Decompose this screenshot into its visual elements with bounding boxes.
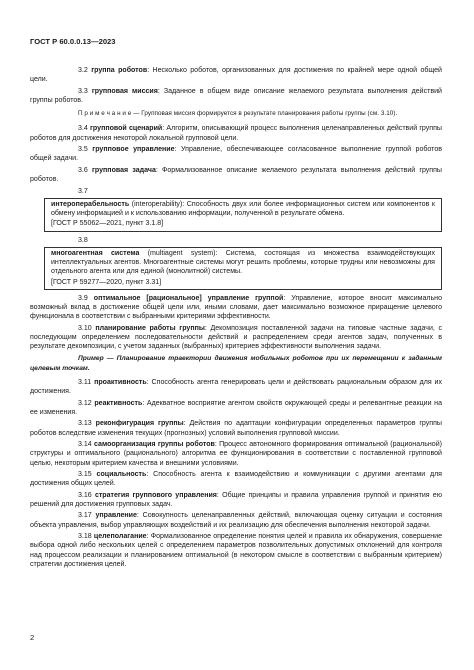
term-3-4	[30, 124, 442, 143]
term-3-5	[30, 145, 442, 164]
note: П р и м е ч а н и е — Групповая миссия формируется в результате планирования работы группы (см. 3.10).	[78, 110, 398, 118]
term-3-16	[30, 491, 442, 510]
term-name: реконфигурация группы	[95, 420, 184, 428]
term-name: групповой сценарий	[90, 125, 163, 133]
term-3-6	[30, 166, 442, 185]
term-definition: : Совокупность целенаправленных действий, включающая оценку ситуации и состояния объекта управления, выбор управляющих воздействий и их реализацию для обеспечения выполнения некоторой задачи.	[30, 512, 442, 529]
term-name: групповое управление	[92, 146, 175, 154]
term-number: 3.18	[78, 533, 92, 540]
term-name: целеполагание	[93, 533, 147, 540]
term-number: 3.3	[78, 87, 88, 95]
source-reference: [ГОСТ Р 59277—2020, пункт 3.31]	[51, 278, 162, 286]
term-3-13	[30, 419, 442, 438]
term-definition: : Процесс автономного формирования оптимальной (рациональной) структуры и оптимального (рационального) алгоритма ее функционирования в соответствии с поставленной групповой целью, некоторым критерием качества и внешними условиями.	[30, 441, 442, 467]
term-number: 3.9	[78, 294, 88, 302]
term-number: 3.16	[78, 491, 92, 499]
term-definition: : Способность агента к взаимодействию и коммуникации с другими агентами для достижения общих целей.	[30, 470, 442, 488]
term-number: 3.15	[78, 470, 92, 478]
term-3-18	[30, 532, 442, 569]
term-definition: : Общие принципы и правила управления группой и принятия ею решений для достижения групповых задач.	[30, 491, 442, 508]
term-number: 3.11	[78, 378, 92, 386]
term-number: 3.4	[78, 125, 88, 133]
term-number: 3.2	[78, 67, 88, 74]
term-definition: : Управление, обеспечивающее согласованное выполнение группой роботов общей задачи.	[30, 146, 442, 163]
term-name: социальность	[96, 470, 147, 478]
term-definition: : Способность агента генерировать цели и действовать рациональным образом для их достижения.	[30, 378, 442, 396]
term-name: управление	[95, 512, 137, 520]
term-name: интероперабельность	[51, 200, 130, 208]
term-number: 3.6	[78, 166, 88, 174]
term-definition: : Декомпозиция поставленной задачи на типовые частные задачи, с последующим определением последовательности действий и распределением среди агентов задач, полученных в результате декомпозиции, с учетом заданных (выбранных) критериев эффективности выполнения задачи.	[30, 324, 442, 351]
term-number-3-8: 3.8	[78, 236, 88, 244]
example-text: Пример — Планирование траектории движения мобильных роботов при их перемещении к заданным целевым точкам.	[30, 355, 442, 372]
term-number-3-7: 3.7	[78, 187, 88, 195]
term-number: 3.14	[78, 441, 92, 448]
term-3-11	[30, 378, 442, 397]
standard-header: ГОСТ Р 60.0.0.13—2023	[30, 37, 116, 46]
document-body	[30, 66, 442, 571]
term-number: 3.12	[78, 399, 92, 407]
term-3-17	[30, 511, 442, 530]
term-3-12	[30, 399, 442, 418]
term-definition: (interoperability): Способность двух или более информационных систем или компонентов к обмену информацией и к использованию информации, полученной в результате обмена.	[51, 200, 435, 217]
term-name: стратегия группового управления	[94, 491, 217, 499]
term-3-14	[30, 440, 442, 468]
term-number: 3.5	[78, 146, 88, 154]
term-definition: (multiagent system): Система, состоящая из множества взаимодействующих интеллектуальных агентов. Многоагентные системы могут решить проблемы, которые трудны или невозможны для отдельного агента или для единой (монолитной) системы.	[51, 249, 435, 276]
term-number: 3.10	[78, 324, 92, 332]
term-name: группа роботов	[91, 67, 148, 74]
page-number: 2	[30, 633, 35, 642]
source-reference: [ГОСТ Р 55062—2021, пункт 3.1.8]	[51, 220, 164, 228]
term-definition: : Формализованное описание желаемого результата выполнения действий группы роботов.	[30, 166, 442, 184]
term-definition: : Управление, которое вносит максимально возможный вклад в достижение общей цели или, иными словами, дает максимально возможное приращение целевого функционала в соответствии с выбранными критериями эффективности.	[30, 294, 442, 321]
term-3-3	[30, 87, 442, 106]
term-definition: : Заданное в общем виде описание желаемого результата выполнения действий группы роботов.	[30, 87, 442, 104]
term-number: 3.17	[78, 512, 92, 520]
term-name: проактивность	[94, 378, 147, 386]
term-definition: : Несколько роботов, организованных для достижения по крайней мере одной общей цели.	[30, 67, 442, 84]
example	[30, 354, 442, 373]
quoted-definition	[51, 249, 435, 277]
term-3-2	[30, 66, 442, 85]
term-name: групповая миссия	[91, 87, 158, 95]
term-definition: : Формализованное определение понятия целей и правила их обнаружения, совершение выбора одной либо нескольких целей с определением параметров позволительных допустимых отклонений для контроля над процессом реализации и планированием оптимальной (в некотором смысле в соответствии с выбранным критерием) стратегии достижения целей.	[30, 533, 443, 568]
term-name: реактивность	[94, 399, 143, 407]
term-3-10	[30, 324, 442, 352]
term-definition: : Действия по адаптации конфигурации определенных параметров группы роботов вследствие изменения текущих (прогнозных) условий выполнения групповой миссии.	[30, 420, 442, 437]
quoted-term-box	[44, 198, 442, 232]
term-name: групповая задача	[91, 166, 156, 174]
quoted-definition	[51, 200, 435, 219]
term-name: многоагентная система	[51, 249, 140, 257]
term-3-15	[30, 470, 442, 489]
term-definition: : Адекватное восприятие агентом свойств окружающей среды и релевантные реакции на ее изменения.	[30, 399, 442, 416]
term-number: 3.13	[78, 420, 92, 428]
term-name: оптимальное [рациональное] управление группой	[93, 294, 284, 302]
term-name: планирование работы группы	[95, 324, 205, 332]
quoted-term-box	[44, 247, 442, 290]
term-3-9	[30, 294, 442, 322]
term-definition: : Алгоритм, описывающий процесс выполнения целенаправленных действий группы роботов для достижения некоторой локальной групповой цели.	[30, 125, 442, 142]
term-name: самоорганизация группы роботов	[94, 441, 215, 448]
